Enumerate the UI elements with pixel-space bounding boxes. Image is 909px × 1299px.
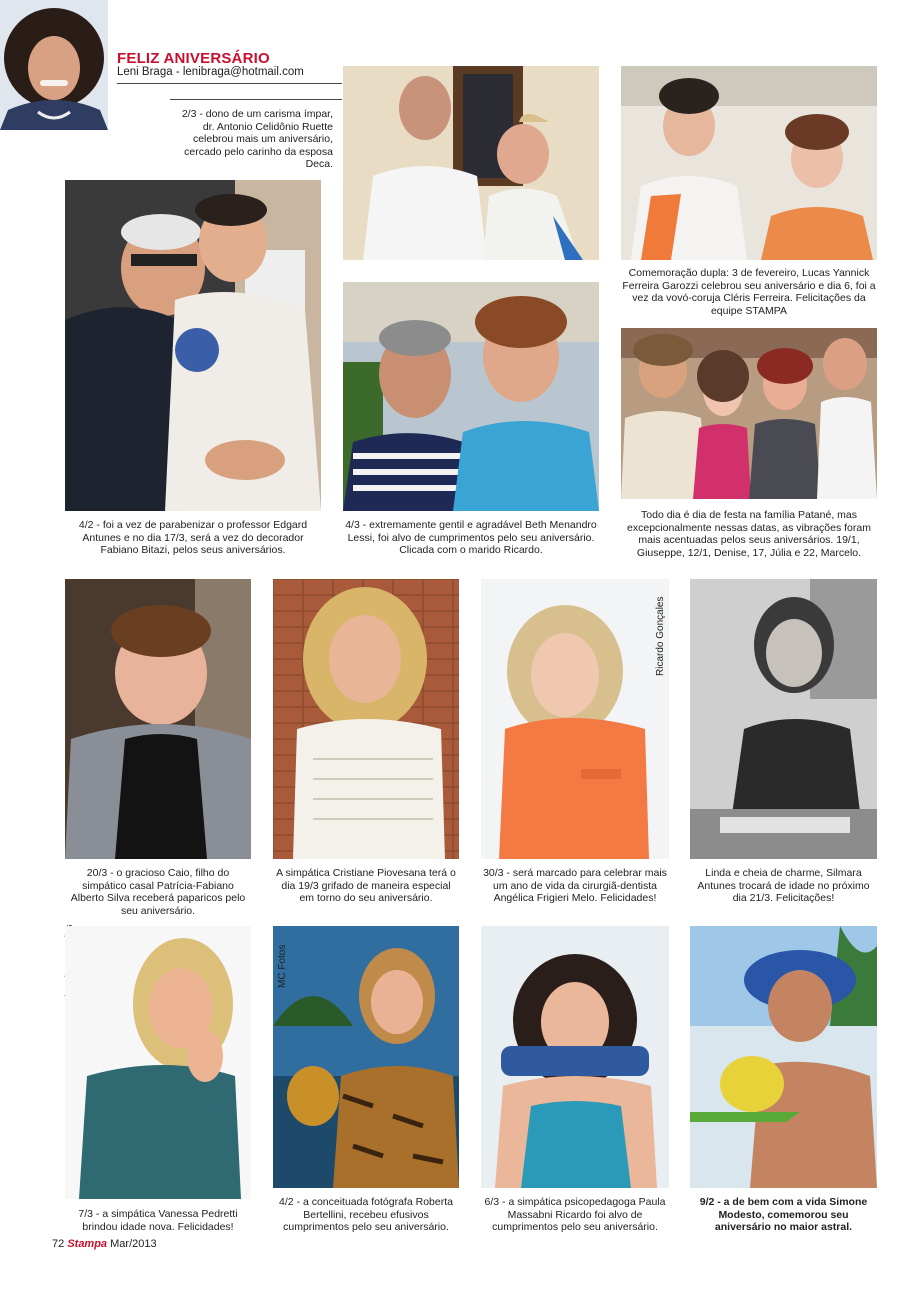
- issue-date: Mar/2013: [110, 1238, 157, 1250]
- caption-simone: 9/2 - a de bem com a vida Simone Modesto, comemorou seu aniversário no maior astral.: [699, 1196, 868, 1233]
- caption-paula: 6/3 - a simpática psicopedagoga Paula Massabni Ricardo foi alvo de cumprimentos pelo seu aniversário.: [484, 1196, 666, 1233]
- photo-lessi: [343, 282, 599, 511]
- page-number: 72: [52, 1238, 65, 1250]
- caption-vanessa: 7/3 - a simpática Vanessa Pedretti brindou idade nova. Felicidades!: [78, 1208, 238, 1233]
- caption-ruette: 2/3 - dono de um carisma ímpar, dr. Antonio Celidônio Ruette celebrou mais um aniversário, cercado pelo carinho da esposa Deca.: [181, 108, 333, 170]
- caption-antunes: 4/2 - foi a vez de parabenizar o professor Edgard Antunes e no dia 17/3, será a vez do decorador Fabiano Bitazi, pelos seus aniversários.: [78, 519, 308, 556]
- photo-simone: [690, 926, 877, 1188]
- credit-ricardo-1: Ricardo Gonçales: [655, 596, 666, 676]
- caption-lessi: 4/3 - extremamente gentil e agradável Beth Menandro Lessi, foi alvo de cumprimentos pelo seu aniversário. Clicada com o marido Ricardo.: [345, 519, 597, 556]
- photo-paula: [481, 926, 669, 1188]
- section-title: FELIZ ANIVERSÁRIO: [117, 50, 270, 67]
- caption-garozzi: Comemoração dupla: 3 de fevereiro, Lucas Yannick Ferreira Garozzi celebrou seu aniversário e dia 6, foi a vez da vovó-coruja Cléris Ferreira. Felicitações da equipe STAMPA: [622, 267, 876, 317]
- caption-caio: 20/3 - o gracioso Caio, filho do simpático casal Patrícia-Fabiano Alberto Silva receberá paparicos pelo seu aniversário.: [70, 867, 246, 917]
- photo-antunes: [65, 180, 321, 511]
- photo-caio: [65, 579, 251, 859]
- byline: Leni Braga - lenibraga@hotmail.com: [117, 66, 304, 78]
- photo-ruette: [343, 66, 599, 260]
- header-rule: [117, 83, 342, 84]
- page-footer: [52, 1238, 157, 1250]
- caption-patane: Todo dia é dia de festa na família Patané, mas excepcionalmente nessas datas, as vibrações foram mais acentuadas pelos seus aniversários. 19/1, Giuseppe, 12/1, Denise, 17, Júlia e 22, Marcelo.: [627, 509, 871, 559]
- caption-roberta: 4/2 - a conceituada fotógrafa Roberta Bertellini, recebeu efusivos cumprimentos pelo seu aniversário.: [279, 1196, 453, 1233]
- credit-mc: MC Fotos: [277, 944, 288, 988]
- caption-cristiane: A simpática Cristiane Piovesana terá o dia 19/3 grifado de maneira especial em torno do seu aniversário.: [276, 867, 456, 904]
- photo-vanessa: [65, 926, 251, 1199]
- photo-roberta: [273, 926, 459, 1188]
- caption-rule: [170, 99, 342, 100]
- magazine-name: Stampa: [67, 1238, 108, 1250]
- caption-silmara: Linda e cheia de charme, Silmara Antunes trocará de idade no próximo dia 21/3. Felicitações!: [697, 867, 870, 904]
- columnist-portrait: [0, 0, 108, 130]
- photo-angelica: [481, 579, 669, 859]
- photo-garozzi: [621, 66, 877, 260]
- caption-angelica: 30/3 - será marcado para celebrar mais um ano de vida da cirurgiã-dentista Angélica Frigieri Melo. Felicidades!: [483, 867, 667, 904]
- photo-patane: [621, 328, 877, 499]
- photo-silmara: [690, 579, 877, 859]
- photo-cristiane: [273, 579, 459, 859]
